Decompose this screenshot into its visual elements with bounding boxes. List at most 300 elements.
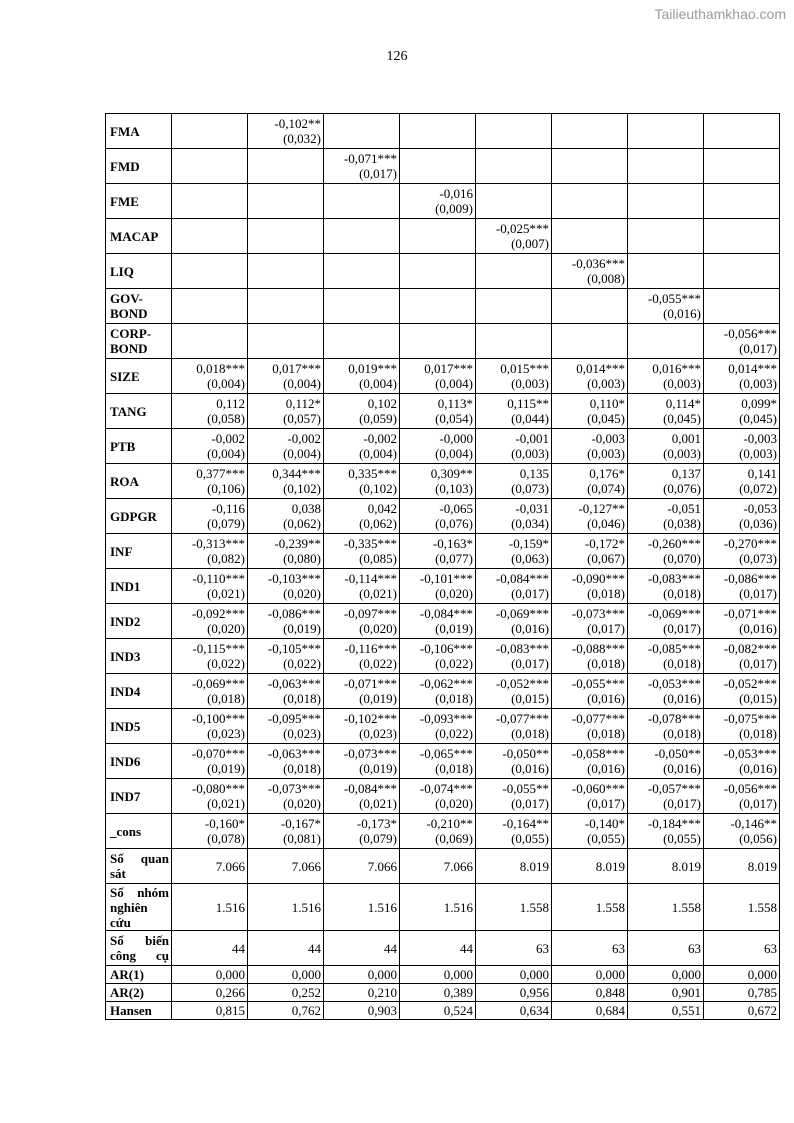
row-label: [106, 966, 172, 984]
coefficient-value: 0,099*: [741, 396, 777, 411]
coef-cell: [552, 289, 628, 324]
coef-cell: [324, 534, 400, 569]
coef-cell: [248, 639, 324, 674]
coef-cell: [552, 394, 628, 429]
stat-value: 0,672: [704, 1002, 780, 1020]
row-label: LIQ: [106, 254, 172, 289]
standard-error-value: (0,018): [663, 586, 701, 601]
coefficient-value: -0,073***: [571, 606, 625, 621]
coef-cell: [400, 394, 476, 429]
stat-value: 8.019: [628, 849, 704, 884]
standard-error-value: (0,017): [587, 796, 625, 811]
coefficient-value: -0,071***: [723, 606, 777, 621]
standard-error-value: (0,023): [207, 726, 245, 741]
stat-value: 0,762: [248, 1002, 324, 1020]
coefficient-value: 0,335***: [348, 466, 397, 481]
coef-cell: [704, 114, 780, 149]
row-label: IND4: [106, 674, 172, 709]
coefficient-value: -0,050**: [654, 746, 701, 761]
coefficient-value: -0,002: [363, 431, 397, 446]
coefficient-value: -0,003: [743, 431, 777, 446]
coef-cell: [704, 639, 780, 674]
coefficient-value: -0,102***: [343, 711, 397, 726]
coef-cell: [248, 114, 324, 149]
standard-error-value: (0,044): [511, 411, 549, 426]
coefficient-value: -0,184***: [647, 816, 701, 831]
standard-error-value: (0,009): [435, 201, 473, 216]
coef-cell: [476, 464, 552, 499]
standard-error-value: (0,017): [739, 796, 777, 811]
standard-error-value: (0,022): [283, 656, 321, 671]
row-label: FMD: [106, 149, 172, 184]
coef-cell: [704, 359, 780, 394]
row-label: IND3: [106, 639, 172, 674]
coef-row: [106, 709, 780, 744]
coefficient-value: 0,176*: [589, 466, 625, 481]
coefficient-value: -0,167*: [280, 816, 321, 831]
coef-cell: [400, 114, 476, 149]
coefficient-value: -0,016: [439, 186, 473, 201]
coef-cell: [172, 359, 248, 394]
coef-cell: [400, 499, 476, 534]
coef-cell: [172, 254, 248, 289]
coefficient-value: -0,002: [287, 431, 321, 446]
coefficient-value: -0,075***: [723, 711, 777, 726]
standard-error-value: (0,020): [207, 621, 245, 636]
coef-cell: [552, 324, 628, 359]
coefficient-value: -0,053: [743, 501, 777, 516]
coef-cell: [248, 254, 324, 289]
standard-error-value: (0,019): [359, 691, 397, 706]
standard-error-value: (0,003): [739, 376, 777, 391]
coefficient-value: -0,116: [211, 501, 245, 516]
coef-row: [106, 604, 780, 639]
coefficient-value: 0,112: [216, 396, 245, 411]
coefficient-value: -0,106***: [419, 641, 473, 656]
standard-error-value: (0,017): [739, 586, 777, 601]
standard-error-value: (0,007): [511, 236, 549, 251]
standard-error-value: (0,038): [663, 516, 701, 531]
coef-cell: [476, 744, 552, 779]
coef-row: [106, 534, 780, 569]
standard-error-value: (0,003): [511, 376, 549, 391]
coefficient-value: 0,102: [367, 396, 397, 411]
stat-row: [106, 884, 780, 931]
stat-value: 44: [248, 931, 324, 966]
standard-error-value: (0,058): [207, 411, 245, 426]
row-label: GDPGR: [106, 499, 172, 534]
stat-value: 0,000: [248, 966, 324, 984]
coef-cell: [628, 534, 704, 569]
coef-cell: [476, 359, 552, 394]
coef-cell: [704, 709, 780, 744]
coef-cell: [324, 779, 400, 814]
stat-value: 0,000: [628, 966, 704, 984]
coef-cell: [172, 394, 248, 429]
standard-error-value: (0,102): [283, 481, 321, 496]
standard-error-value: (0,020): [283, 586, 321, 601]
coef-cell: [324, 114, 400, 149]
stat-value: 0,000: [400, 966, 476, 984]
coefficient-value: -0,100***: [191, 711, 245, 726]
standard-error-value: (0,016): [587, 761, 625, 776]
coef-cell: [628, 779, 704, 814]
stat-row: [106, 849, 780, 884]
coefficient-value: -0,069***: [191, 676, 245, 691]
stat-value: 0,524: [400, 1002, 476, 1020]
standard-error-value: (0,004): [359, 376, 397, 391]
coefficient-value: -0,002: [211, 431, 245, 446]
standard-error-value: (0,102): [359, 481, 397, 496]
stat-value: 0,210: [324, 984, 400, 1002]
standard-error-value: (0,020): [283, 796, 321, 811]
standard-error-value: (0,021): [207, 796, 245, 811]
coefficient-value: -0,086***: [723, 571, 777, 586]
coefficient-value: -0,163*: [432, 536, 473, 551]
coefficient-value: -0,058***: [571, 746, 625, 761]
row-label-text: AR(1): [110, 967, 144, 982]
coef-cell: [704, 429, 780, 464]
stat-value: 0,000: [476, 966, 552, 984]
coef-cell: [400, 254, 476, 289]
coef-cell: [324, 464, 400, 499]
coefficient-value: -0,065***: [419, 746, 473, 761]
coef-cell: [552, 534, 628, 569]
coef-cell: [248, 149, 324, 184]
standard-error-value: (0,003): [587, 376, 625, 391]
row-label: [106, 1002, 172, 1020]
coefficient-value: -0,127**: [578, 501, 625, 516]
coef-cell: [628, 219, 704, 254]
coef-row: [106, 814, 780, 849]
coef-cell: [324, 394, 400, 429]
coef-cell: [172, 534, 248, 569]
coef-cell: [248, 219, 324, 254]
coefficient-value: -0,097***: [343, 606, 397, 621]
coefficient-value: -0,082***: [723, 641, 777, 656]
coef-row: [106, 219, 780, 254]
coefficient-value: 0,377***: [196, 466, 245, 481]
standard-error-value: (0,004): [283, 446, 321, 461]
coef-cell: [552, 219, 628, 254]
coef-cell: [400, 464, 476, 499]
stat-value: 1.558: [552, 884, 628, 931]
coefficient-value: 0,017***: [272, 361, 321, 376]
coef-cell: [704, 604, 780, 639]
coefficient-value: -0,092***: [191, 606, 245, 621]
standard-error-value: (0,004): [207, 376, 245, 391]
standard-error-value: (0,003): [663, 446, 701, 461]
coef-cell: [704, 149, 780, 184]
coef-row: [106, 569, 780, 604]
coefficient-value: 0,015***: [500, 361, 549, 376]
standard-error-value: (0,045): [739, 411, 777, 426]
coefficient-value: -0,052***: [495, 676, 549, 691]
coefficient-value: -0,056***: [723, 781, 777, 796]
row-label-text: Hansen: [110, 1003, 152, 1018]
coef-cell: [324, 254, 400, 289]
standard-error-value: (0,082): [207, 551, 245, 566]
coefficient-value: 0,141: [747, 466, 777, 481]
coef-row: [106, 499, 780, 534]
coef-cell: [552, 674, 628, 709]
coef-cell: [628, 184, 704, 219]
coef-cell: [400, 184, 476, 219]
standard-error-value: (0,076): [435, 516, 473, 531]
standard-error-value: (0,016): [511, 621, 549, 636]
coef-cell: [172, 429, 248, 464]
coef-cell: [552, 499, 628, 534]
coefficient-value: -0,055**: [502, 781, 549, 796]
coefficient-value: -0,077***: [495, 711, 549, 726]
coef-cell: [248, 464, 324, 499]
coefficient-value: -0,071***: [343, 676, 397, 691]
coefficient-value: -0,036***: [571, 256, 625, 271]
coef-cell: [704, 184, 780, 219]
coef-row: [106, 674, 780, 709]
standard-error-value: (0,003): [587, 446, 625, 461]
coef-cell: [628, 499, 704, 534]
standard-error-value: (0,019): [283, 621, 321, 636]
row-label-text: AR(2): [110, 985, 144, 1000]
coef-cell: [400, 289, 476, 324]
coefficient-value: -0,053***: [647, 676, 701, 691]
coef-cell: [324, 674, 400, 709]
coefficient-value: -0,114***: [344, 571, 397, 586]
coef-row: [106, 289, 780, 324]
coef-cell: [476, 429, 552, 464]
coefficient-value: -0,101***: [419, 571, 473, 586]
standard-error-value: (0,018): [207, 691, 245, 706]
standard-error-value: (0,017): [739, 341, 777, 356]
coef-cell: [628, 569, 704, 604]
coef-cell: [400, 709, 476, 744]
coefficient-value: 0,016***: [652, 361, 701, 376]
standard-error-value: (0,020): [435, 796, 473, 811]
coef-cell: [248, 814, 324, 849]
coef-row: [106, 359, 780, 394]
standard-error-value: (0,080): [283, 551, 321, 566]
standard-error-value: (0,021): [207, 586, 245, 601]
coef-cell: [476, 604, 552, 639]
standard-error-value: (0,021): [359, 796, 397, 811]
coef-cell: [628, 289, 704, 324]
coefficient-value: 0,038: [291, 501, 321, 516]
standard-error-value: (0,059): [359, 411, 397, 426]
coefficient-value: 0,135: [519, 466, 549, 481]
stat-value: 8.019: [552, 849, 628, 884]
coef-cell: [324, 324, 400, 359]
stat-value: 0,956: [476, 984, 552, 1002]
coefficient-value: -0,069***: [495, 606, 549, 621]
coef-cell: [704, 254, 780, 289]
standard-error-value: (0,034): [511, 516, 549, 531]
coef-cell: [704, 289, 780, 324]
coefficient-value: -0,069***: [647, 606, 701, 621]
coefficient-value: -0,110***: [192, 571, 245, 586]
coef-cell: [400, 324, 476, 359]
coef-cell: [552, 709, 628, 744]
stat-value: 1.516: [172, 884, 248, 931]
coef-cell: [324, 184, 400, 219]
coefficient-value: -0,003: [591, 431, 625, 446]
stat-value: 0,266: [172, 984, 248, 1002]
coef-cell: [476, 534, 552, 569]
standard-error-value: (0,032): [283, 131, 321, 146]
coef-cell: [552, 359, 628, 394]
row-label: IND1: [106, 569, 172, 604]
coef-cell: [400, 219, 476, 254]
coefficient-value: -0,073***: [267, 781, 321, 796]
row-label: MACAP: [106, 219, 172, 254]
coefficient-value: -0,063***: [267, 676, 321, 691]
coef-cell: [552, 149, 628, 184]
watermark: Tailieuthamkhao.com: [654, 6, 786, 22]
standard-error-value: (0,017): [663, 796, 701, 811]
standard-error-value: (0,062): [283, 516, 321, 531]
coef-cell: [172, 149, 248, 184]
standard-error-value: (0,016): [587, 691, 625, 706]
coef-cell: [628, 709, 704, 744]
coef-cell: [324, 359, 400, 394]
coefficient-value: -0,062***: [419, 676, 473, 691]
coef-cell: [476, 184, 552, 219]
coefficient-value: 0,014***: [728, 361, 777, 376]
coef-cell: [172, 324, 248, 359]
coef-cell: [248, 289, 324, 324]
coefficient-value: -0,172*: [584, 536, 625, 551]
standard-error-value: (0,077): [435, 551, 473, 566]
coef-cell: [324, 499, 400, 534]
standard-error-value: (0,016): [739, 761, 777, 776]
coefficient-value: -0,093***: [419, 711, 473, 726]
coef-cell: [248, 604, 324, 639]
row-label-text: Số biến công cụ: [110, 933, 169, 963]
standard-error-value: (0,003): [511, 446, 549, 461]
row-label: [106, 884, 172, 931]
stat-value: 8.019: [704, 849, 780, 884]
stat-value: 7.066: [324, 849, 400, 884]
coef-row: [106, 254, 780, 289]
coef-cell: [704, 779, 780, 814]
coefficient-value: 0,113*: [437, 396, 473, 411]
coefficient-value: 0,017***: [424, 361, 473, 376]
coef-cell: [400, 814, 476, 849]
standard-error-value: (0,055): [587, 831, 625, 846]
coef-cell: [172, 464, 248, 499]
standard-error-value: (0,020): [359, 621, 397, 636]
standard-error-value: (0,018): [435, 691, 473, 706]
standard-error-value: (0,015): [511, 691, 549, 706]
coefficient-value: -0,053***: [723, 746, 777, 761]
coef-cell: [476, 219, 552, 254]
coef-cell: [628, 114, 704, 149]
coef-cell: [248, 534, 324, 569]
coefficient-value: -0,085***: [647, 641, 701, 656]
stat-value: 0,000: [172, 966, 248, 984]
coefficient-value: -0,115***: [192, 641, 245, 656]
coef-cell: [628, 359, 704, 394]
coefficient-value: 0,309**: [430, 466, 473, 481]
table-body: [106, 114, 780, 1020]
coef-cell: [248, 359, 324, 394]
standard-error-value: (0,073): [739, 551, 777, 566]
standard-error-value: (0,081): [283, 831, 321, 846]
standard-error-value: (0,004): [283, 376, 321, 391]
coef-cell: [248, 779, 324, 814]
coef-cell: [704, 324, 780, 359]
coef-cell: [476, 149, 552, 184]
standard-error-value: (0,056): [739, 831, 777, 846]
coef-cell: [704, 534, 780, 569]
standard-error-value: (0,016): [663, 691, 701, 706]
coefficient-value: -0,270***: [723, 536, 777, 551]
coefficient-value: -0,103***: [267, 571, 321, 586]
coef-cell: [628, 464, 704, 499]
coef-row: [106, 324, 780, 359]
row-label: [106, 984, 172, 1002]
stat-value: 63: [628, 931, 704, 966]
coef-cell: [400, 639, 476, 674]
standard-error-value: (0,023): [283, 726, 321, 741]
coef-cell: [552, 814, 628, 849]
standard-error-value: (0,054): [435, 411, 473, 426]
row-label: SIZE: [106, 359, 172, 394]
coef-cell: [476, 499, 552, 534]
coefficient-value: 0,042: [367, 501, 397, 516]
standard-error-value: (0,015): [739, 691, 777, 706]
row-label: CORP-BOND: [106, 324, 172, 359]
coefficient-value: 0,114*: [665, 396, 701, 411]
standard-error-value: (0,004): [435, 376, 473, 391]
coef-cell: [172, 114, 248, 149]
coefficient-value: 0,018***: [196, 361, 245, 376]
coef-row: [106, 744, 780, 779]
stat-value: 8.019: [476, 849, 552, 884]
coef-cell: [628, 254, 704, 289]
stat-row: [106, 966, 780, 984]
row-label: IND5: [106, 709, 172, 744]
coef-cell: [324, 429, 400, 464]
coefficient-value: -0,000: [439, 431, 473, 446]
stat-row: [106, 931, 780, 966]
coefficient-value: -0,031: [515, 501, 549, 516]
coef-cell: [552, 429, 628, 464]
standard-error-value: (0,018): [739, 726, 777, 741]
standard-error-value: (0,023): [359, 726, 397, 741]
coef-cell: [324, 709, 400, 744]
coefficient-value: -0,146**: [730, 816, 777, 831]
coef-cell: [172, 569, 248, 604]
coef-row: [106, 639, 780, 674]
coefficient-value: 0,344***: [272, 466, 321, 481]
coef-row: [106, 184, 780, 219]
coef-cell: [248, 569, 324, 604]
stat-value: 63: [476, 931, 552, 966]
standard-error-value: (0,073): [511, 481, 549, 496]
stat-value: 1.516: [248, 884, 324, 931]
coefficient-value: -0,051: [667, 501, 701, 516]
coefficient-value: -0,057***: [647, 781, 701, 796]
standard-error-value: (0,070): [663, 551, 701, 566]
coef-cell: [704, 394, 780, 429]
standard-error-value: (0,046): [587, 516, 625, 531]
coef-cell: [324, 219, 400, 254]
row-label: PTB: [106, 429, 172, 464]
standard-error-value: (0,004): [359, 446, 397, 461]
standard-error-value: (0,018): [283, 761, 321, 776]
coef-cell: [400, 429, 476, 464]
